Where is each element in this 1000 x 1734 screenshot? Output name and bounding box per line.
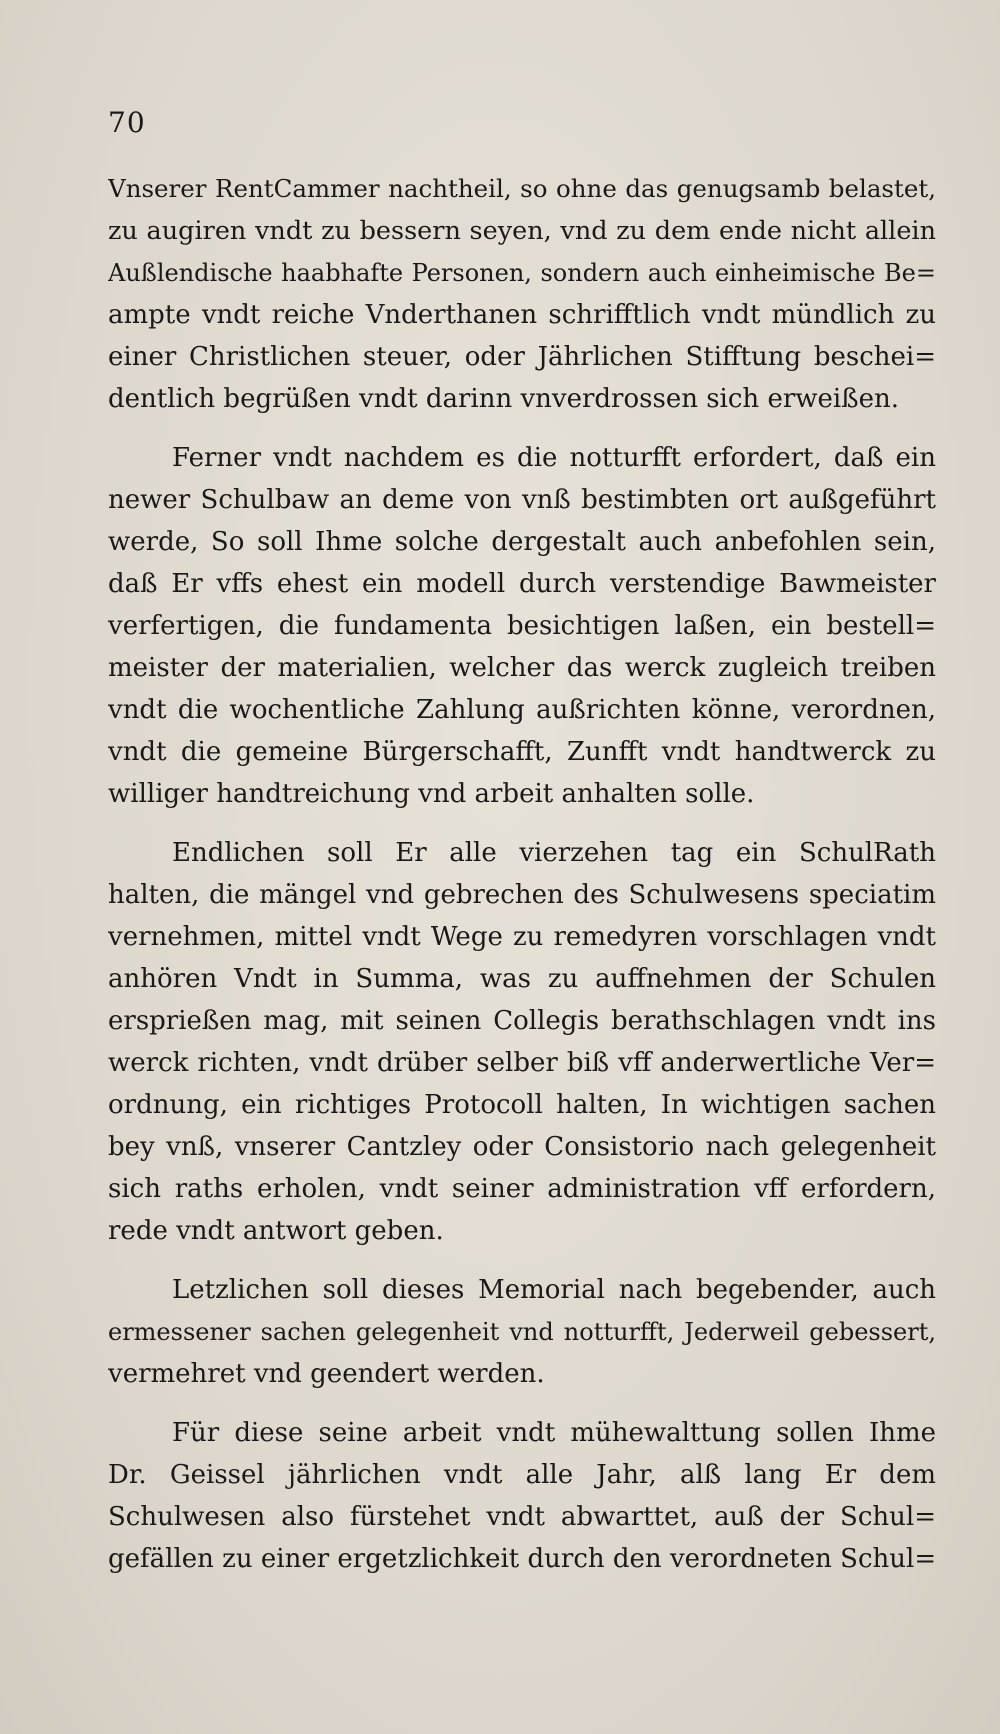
text-line: williger handtreichung vnd arbeit anhalten solle.: [108, 779, 755, 809]
text-line: halten, die mängel vnd gebrechen des Schulwesens speciatim: [108, 880, 936, 910]
text-line: dentlich begrüßen vndt darinn vnverdrossen sich erweißen.: [108, 384, 899, 414]
text-line: Vnserer RentCammer nachtheil, so ohne das genugsamb belastet,: [108, 174, 936, 203]
text-line: gefällen zu einer ergetzlichkeit durch den verordneten Schul=: [108, 1544, 936, 1574]
body-text: [108, 168, 936, 1580]
text-line: rede vndt antwort geben.: [108, 1216, 444, 1246]
text-line: ordnung, ein richtiges Protocoll halten, In wichtigen sachen: [108, 1090, 936, 1120]
text-line: sich raths erholen, vndt seiner administration vff erfordern,: [108, 1174, 936, 1204]
text-line: vermehret vnd geendert werden.: [108, 1359, 545, 1389]
text-line: Endlichen soll Er alle vierzehen tag ein SchulRath: [172, 838, 936, 868]
paragraph-2: [108, 437, 936, 815]
text-line: Außlendische haabhafte Personen, sondern auch einheimische Be=: [108, 259, 936, 287]
text-line: Letzlichen soll dieses Memorial nach begebender, auch: [172, 1275, 936, 1305]
paragraph-4: [108, 1269, 936, 1395]
text-line: zu augiren vndt zu bessern seyen, vnd zu dem ende nicht allein: [108, 216, 936, 246]
text-line: werde, So soll Ihme solche dergestalt auch anbefohlen sein,: [108, 527, 936, 557]
text-line: Schulwesen also fürstehet vndt abwarttet, auß der Schul=: [108, 1502, 936, 1532]
paragraph-1: [108, 168, 936, 420]
text-line: verfertigen, die fundamenta besichtigen laßen, ein bestell=: [108, 611, 936, 641]
text-line: vernehmen, mittel vndt Wege zu remedyren vorschlagen vndt: [108, 922, 936, 952]
paragraph-5: [108, 1412, 936, 1580]
text-line: bey vnß, vnserer Cantzley oder Consistorio nach gelegenheit: [108, 1132, 936, 1162]
text-line: meister der materialien, welcher das werck zugleich treiben: [108, 653, 936, 683]
text-line: Dr. Geissel jährlichen vndt alle Jahr, alß lang Er dem: [108, 1460, 936, 1490]
text-line: ersprießen mag, mit seinen Collegis berathschlagen vndt ins: [108, 1006, 936, 1036]
text-line: einer Christlichen steuer, oder Jährlichen Stifftung beschei=: [108, 342, 936, 372]
text-line: vndt die gemeine Bürgerschafft, Zunfft vndt handtwerck zu: [108, 737, 936, 767]
paragraph-3: [108, 832, 936, 1252]
text-line: ampte vndt reiche Vnderthanen schrifftlich vndt mündlich zu: [108, 300, 936, 330]
text-line: anhören Vndt in Summa, was zu auffnehmen der Schulen: [108, 964, 936, 994]
text-line: daß Er vffs ehest ein modell durch verstendige Bawmeister: [108, 569, 936, 599]
text-line: newer Schulbaw an deme von vnß bestimbten ort außgeführt: [108, 485, 936, 515]
text-line: ermessener sachen gelegenheit vnd notturfft, Jederweil gebessert,: [108, 1318, 936, 1346]
page-number: 70: [108, 106, 146, 139]
text-line: Für diese seine arbeit vndt mühewalttung sollen Ihme: [172, 1418, 936, 1448]
text-line: werck richten, vndt drüber selber biß vff anderwertliche Ver=: [108, 1048, 936, 1078]
text-line: Ferner vndt nachdem es die notturfft erfordert, daß ein: [172, 443, 936, 473]
text-line: vndt die wochentliche Zahlung außrichten könne, verordnen,: [108, 695, 936, 725]
